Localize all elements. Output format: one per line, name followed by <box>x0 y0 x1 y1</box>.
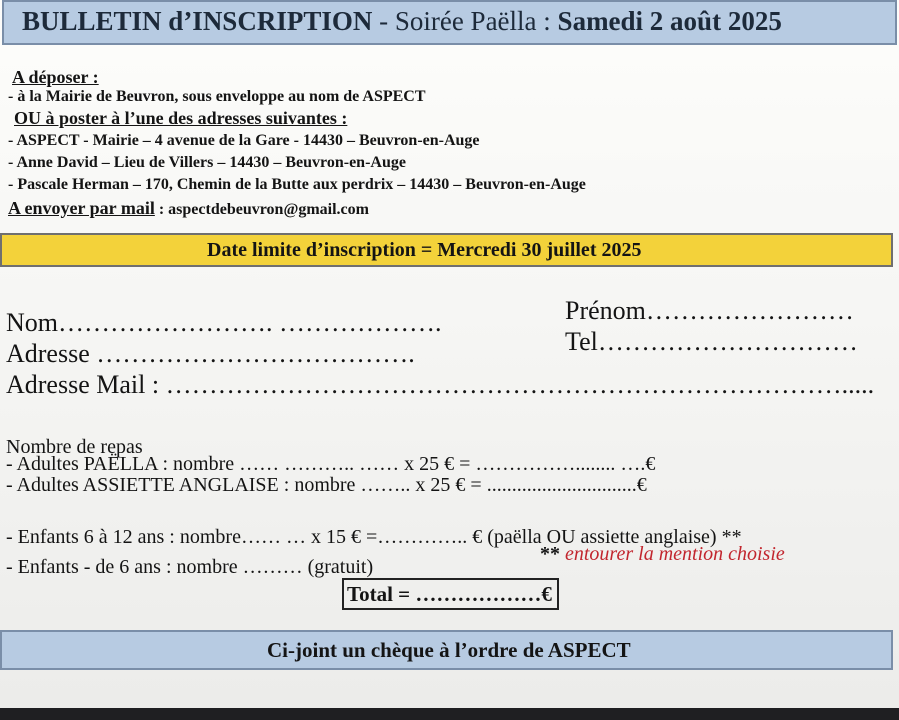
deposit-line: - à la Mairie de Beuvron, sous enveloppe au nom de ASPECT <box>8 88 426 105</box>
email-label: A envoyer par mail <box>8 198 155 218</box>
adults-anglaise-line[interactable]: - Adultes ASSIETTE ANGLAISE : nombre …….. x 25 € = ..............................€ <box>6 474 647 496</box>
deposit-heading: A déposer : <box>12 67 99 87</box>
note-marker: ** <box>540 543 565 565</box>
children-6-12-line[interactable]: - Enfants 6 à 12 ans : nombre…… … x 15 € =………….. € (paëlla OU assiette anglaise) ** <box>6 526 742 548</box>
field-tel[interactable]: Tel………………………… <box>565 327 858 356</box>
meals-heading: Nombre de repas <box>6 436 143 458</box>
title-banner <box>2 0 897 45</box>
page-title <box>22 6 782 37</box>
title-event: - Soirée Paëlla : <box>372 6 558 36</box>
title-date: Samedi 2 août 2025 <box>557 6 782 36</box>
post-heading: OU à poster à l’une des adresses suivantes : <box>14 108 348 128</box>
address-line-2: - Anne David – Lieu de Villers – 14430 – Beuvron-en-Auge <box>8 154 406 171</box>
choice-note <box>540 543 785 566</box>
note-text: entourer la mention choisie <box>565 543 785 565</box>
cheque-text: Ci-joint un chèque à l’ordre de ASPECT <box>267 638 631 662</box>
total-box[interactable]: Total = ………………€ <box>342 578 559 610</box>
cheque-banner <box>0 630 893 670</box>
field-prenom[interactable]: Prénom…………………… <box>565 296 854 325</box>
address-line-1: - ASPECT - Mairie – 4 avenue de la Gare - 14430 – Beuvron-en-Auge <box>8 132 480 149</box>
email-address: : aspectdebeuvron@gmail.com <box>154 201 369 218</box>
field-adresse-mail[interactable]: Adresse Mail : ……………………………………………………………………..... <box>6 370 875 399</box>
address-line-3: - Pascale Herman – 170, Chemin de la Butte aux perdrix – 14430 – Beuvron-en-Auge <box>8 176 586 193</box>
deadline-text: Date limite d’inscription = Mercredi 30 juillet 2025 <box>207 239 642 261</box>
title-main: BULLETIN d’INSCRIPTION <box>22 6 373 36</box>
children-under-6-line[interactable]: - Enfants - de 6 ans : nombre ……… (gratuit) <box>6 556 374 578</box>
field-adresse[interactable]: Adresse ………………………………. <box>6 339 415 368</box>
field-nom[interactable]: Nom……………………. ………………. <box>6 308 442 337</box>
adults-paella-line[interactable]: - Adultes PAËLLA : nombre …… ……….. …… x 25 € = ……………........ ….€ <box>6 453 656 475</box>
deadline-banner <box>0 233 893 267</box>
email-line <box>8 198 369 219</box>
